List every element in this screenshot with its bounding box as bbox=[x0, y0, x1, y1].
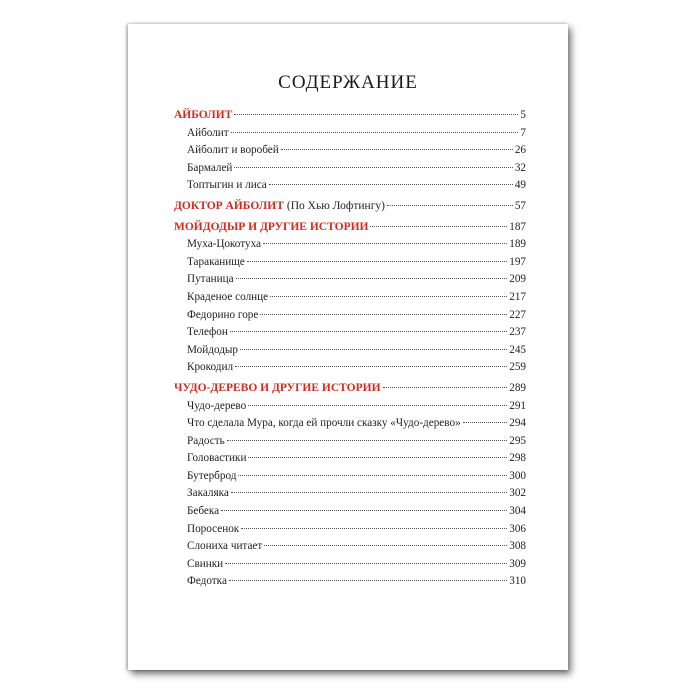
toc-section bbox=[174, 107, 526, 125]
toc-entry-title: Бебека bbox=[187, 505, 220, 518]
page-number: 57 bbox=[514, 199, 526, 212]
dot-leader bbox=[231, 132, 519, 133]
dot-leader bbox=[236, 278, 508, 279]
toc-section bbox=[174, 219, 526, 237]
page-number: 189 bbox=[509, 238, 526, 251]
toc-entry-title: Закаляка bbox=[187, 487, 229, 500]
page-number: 304 bbox=[509, 505, 526, 518]
page-number: 209 bbox=[509, 273, 526, 286]
toc-entry bbox=[174, 254, 526, 272]
dot-leader bbox=[387, 205, 513, 206]
book-page bbox=[128, 24, 568, 670]
dot-leader bbox=[370, 226, 507, 227]
dot-leader bbox=[234, 114, 518, 115]
page-number: 308 bbox=[509, 540, 526, 553]
toc-section bbox=[174, 380, 526, 398]
page-number: 32 bbox=[514, 161, 526, 174]
toc-entry-title: Головастики bbox=[187, 452, 247, 465]
page-number: 310 bbox=[509, 575, 526, 588]
toc-entry-title: Слониха читает bbox=[187, 540, 263, 553]
page-number: 300 bbox=[509, 469, 526, 482]
toc-entry bbox=[174, 359, 526, 377]
page-number: 227 bbox=[509, 308, 526, 321]
dot-leader bbox=[247, 261, 507, 262]
toc-entry-title: Свинки bbox=[187, 557, 224, 570]
dot-leader bbox=[229, 580, 507, 581]
toc-entry bbox=[174, 307, 526, 325]
toc-entry bbox=[174, 236, 526, 254]
toc-entry-title: Поросенок bbox=[187, 522, 240, 535]
toc-entry-title: Топтыгин и лиса bbox=[187, 179, 267, 192]
dot-leader bbox=[227, 440, 508, 441]
page-number: 289 bbox=[509, 381, 526, 394]
toc-entry-title: Что сделала Мура, когда ей прочли сказку «Чудо-дерево» bbox=[187, 417, 461, 430]
toc-section-title: ДОКТОР АЙБОЛИТ bbox=[174, 199, 284, 212]
dot-leader bbox=[383, 387, 508, 388]
toc-entry bbox=[174, 398, 526, 416]
page-number: 259 bbox=[509, 361, 526, 374]
toc-entry-title: Путаница bbox=[187, 273, 234, 286]
page-number: 245 bbox=[509, 343, 526, 356]
page-number: 295 bbox=[509, 434, 526, 447]
toc-entry bbox=[174, 160, 526, 178]
toc-entry bbox=[174, 415, 526, 433]
toc-section-note: (По Хью Лофтингу) bbox=[286, 199, 386, 212]
toc-section-title: ЧУДО-ДЕРЕВО И ДРУГИЕ ИСТОРИИ bbox=[174, 381, 381, 394]
page-number: 291 bbox=[509, 399, 526, 412]
dot-leader bbox=[270, 296, 507, 297]
dot-leader bbox=[231, 492, 507, 493]
page-number: 5 bbox=[520, 109, 526, 121]
toc-entry bbox=[174, 433, 526, 451]
dot-leader bbox=[248, 405, 507, 406]
page-number: 26 bbox=[514, 144, 526, 157]
toc-entry-title: Чудо-дерево bbox=[187, 399, 247, 412]
dot-leader bbox=[463, 422, 508, 423]
toc-section-title: АЙБОЛИТ bbox=[174, 109, 233, 121]
page-number: 49 bbox=[514, 179, 526, 192]
toc-entry-title: Федотка bbox=[187, 575, 227, 588]
page-number: 309 bbox=[509, 557, 526, 570]
dot-leader bbox=[281, 149, 513, 150]
dot-leader bbox=[248, 457, 507, 458]
dot-leader bbox=[230, 331, 507, 332]
toc-entry bbox=[174, 556, 526, 574]
toc-entry-title: Крокодил bbox=[187, 361, 234, 374]
dot-leader bbox=[263, 243, 507, 244]
toc-entry-title: Телефон bbox=[187, 326, 228, 339]
page-title: СОДЕРЖАНИЕ bbox=[278, 72, 418, 93]
page-number: 197 bbox=[509, 255, 526, 268]
page-number: 237 bbox=[509, 326, 526, 339]
toc-entry bbox=[174, 289, 526, 307]
dot-leader bbox=[260, 314, 507, 315]
toc-entry bbox=[174, 177, 526, 195]
toc-entry bbox=[174, 450, 526, 468]
dot-leader bbox=[221, 510, 507, 511]
toc-entry bbox=[174, 521, 526, 539]
toc-entry-title: Мойдодыр bbox=[187, 343, 239, 356]
toc-entry bbox=[174, 324, 526, 342]
toc-entry bbox=[174, 125, 526, 143]
dot-leader bbox=[225, 563, 507, 564]
toc-entry-title: Бутерброд bbox=[187, 469, 237, 482]
toc-entry bbox=[174, 503, 526, 521]
toc-entry-title: Краденое солнце bbox=[187, 290, 269, 303]
page-number: 302 bbox=[509, 487, 526, 500]
dot-leader bbox=[269, 184, 513, 185]
dot-leader bbox=[241, 528, 507, 529]
table-of-contents bbox=[174, 107, 526, 591]
toc-section bbox=[174, 198, 526, 216]
page-number: 298 bbox=[509, 452, 526, 465]
toc-entry bbox=[174, 271, 526, 289]
page-number: 306 bbox=[509, 522, 526, 535]
page-number: 7 bbox=[520, 126, 526, 139]
toc-entry bbox=[174, 538, 526, 556]
toc-entry-title: Тараканище bbox=[187, 255, 245, 268]
toc-entry bbox=[174, 142, 526, 160]
dot-leader bbox=[235, 366, 507, 367]
toc-entry bbox=[174, 342, 526, 360]
page-number: 187 bbox=[509, 220, 526, 233]
toc-entry bbox=[174, 468, 526, 486]
toc-section-title: МОЙДОДЫР И ДРУГИЕ ИСТОРИИ bbox=[174, 220, 369, 233]
toc-entry-title: Федорино горе bbox=[187, 308, 259, 321]
dot-leader bbox=[264, 545, 507, 546]
toc-entry-title: Бармалей bbox=[187, 161, 233, 174]
toc-entry-title: Радость bbox=[187, 434, 225, 447]
toc-entry-title: Муха-Цокотуха bbox=[187, 238, 261, 251]
toc-entry bbox=[174, 485, 526, 503]
dot-leader bbox=[238, 475, 507, 476]
page-number: 294 bbox=[509, 417, 526, 430]
toc-entry bbox=[174, 573, 526, 591]
page-number: 217 bbox=[509, 290, 526, 303]
toc-entry-title: Айболит bbox=[187, 126, 229, 139]
dot-leader bbox=[234, 167, 512, 168]
dot-leader bbox=[240, 349, 507, 350]
toc-entry-title: Айболит и воробей bbox=[187, 144, 279, 157]
